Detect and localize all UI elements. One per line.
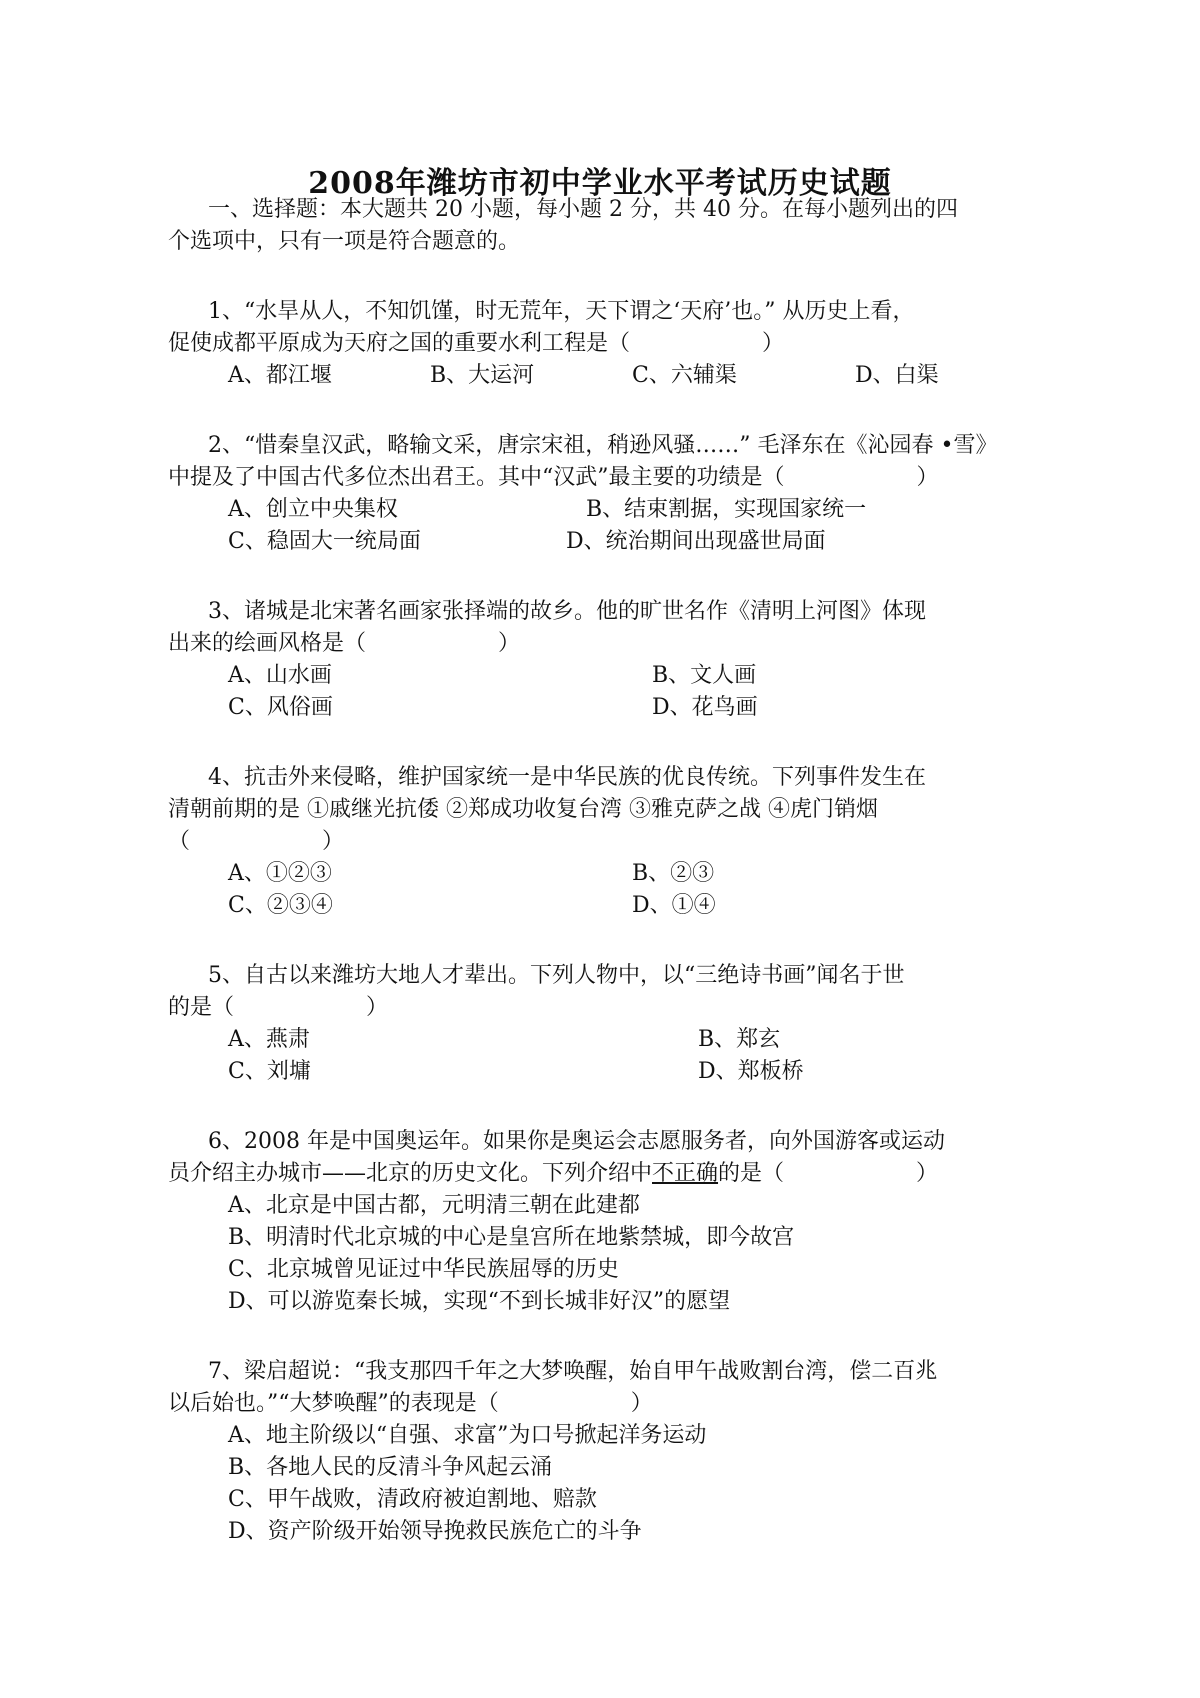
option-b: B、郑玄 (698, 1027, 781, 1052)
question-text: （ ） (168, 829, 345, 854)
option-b: B、明清时代北京城的中心是皇宫所在地紫禁城，即今故宫 (228, 1225, 795, 1250)
option-a: A、①②③ (228, 861, 332, 886)
option-c: C、六辅渠 (632, 363, 737, 388)
option-a: A、北京是中国古都，元明清三朝在此建都 (228, 1193, 640, 1218)
option-c: C、稳固大一统局面 (228, 529, 421, 554)
question-text: 出来的绘画风格是（ ） (168, 631, 521, 656)
option-a: A、创立中央集权 (228, 497, 398, 522)
question-text: 3、诸城是北宋著名画家张择端的故乡。他的旷世名作《清明上河图》体现 (208, 599, 926, 624)
question-text-part: 的是（ ） (718, 1161, 939, 1186)
option-a: A、燕肃 (228, 1027, 310, 1052)
option-d: D、可以游览秦长城，实现“不到长城非好汉”的愿望 (228, 1289, 731, 1314)
question-text: 4、抗击外来侵略，维护国家统一是中华民族的优良传统。下列事件发生在 (208, 765, 926, 790)
option-b: B、大运河 (430, 363, 535, 388)
option-c: C、甲午战败，清政府被迫割地、赔款 (228, 1487, 597, 1512)
option-c: C、风俗画 (228, 695, 333, 720)
question-text: 中提及了中国古代多位杰出君王。其中“汉武”最主要的功绩是（ ） (168, 465, 939, 490)
question-text: 清朝前期的是 ①戚继光抗倭 ②郑成功收复台湾 ③雅克萨之战 ④虎门销烟 (168, 797, 878, 822)
option-a: A、山水画 (228, 663, 332, 688)
option-d: D、资产阶级开始领导挽救民族危亡的斗争 (228, 1519, 642, 1544)
option-b: B、②③ (632, 861, 715, 886)
option-a: A、都江堰 (228, 363, 332, 388)
intro-line-1: 一、选择题：本大题共 20 小题，每小题 2 分，共 40 分。在每小题列出的四 (208, 197, 958, 222)
option-b: B、各地人民的反清斗争风起云涌 (228, 1455, 553, 1480)
option-c: C、北京城曾见证过中华民族屈辱的历史 (228, 1257, 619, 1282)
option-d: D、花鸟画 (652, 695, 758, 720)
option-b: B、结束割据，实现国家统一 (586, 497, 867, 522)
question-text: 2、“惜秦皇汉武，略输文采，唐宗宋祖，稍逊风骚……” 毛泽东在《沁园春 •雪》 (208, 433, 998, 458)
option-c: C、②③④ (228, 893, 333, 918)
option-c: C、刘墉 (228, 1059, 311, 1084)
option-d: D、①④ (632, 893, 716, 918)
option-d: D、统治期间出现盛世局面 (566, 529, 826, 554)
question-text: 的是（ ） (168, 995, 389, 1020)
question-text: 以后始也。”“大梦唤醒”的表现是（ ） (168, 1391, 653, 1416)
option-a: A、地主阶级以“自强、求富”为口号掀起洋务运动 (228, 1423, 707, 1448)
question-text: 1、“水旱从人，不知饥馑，时无荒年，天下谓之‘天府’也。” 从历史上看， (208, 299, 915, 324)
question-text: 促使成都平原成为天府之国的重要水利工程是（ ） (168, 331, 785, 356)
option-d: D、白渠 (855, 363, 939, 388)
page-title: 2008年潍坊市初中学业水平考试历史试题 (308, 166, 892, 201)
option-d: D、郑板桥 (698, 1059, 804, 1084)
question-text: 7、梁启超说：“我支那四千年之大梦唤醒，始自甲午战败割台湾，偿二百兆 (208, 1359, 938, 1384)
underlined-keyword: 不正确 (652, 1161, 719, 1186)
question-text-part: 员介绍主办城市——北京的历史文化。下列介绍中 (168, 1161, 653, 1186)
option-b: B、文人画 (652, 663, 757, 688)
question-text (168, 1158, 938, 1190)
intro-line-2: 个选项中，只有一项是符合题意的。 (168, 229, 521, 254)
question-text: 6、2008 年是中国奥运年。如果你是奥运会志愿服务者，向外国游客或运动 (208, 1129, 945, 1154)
question-text: 5、自古以来潍坊大地人才辈出。下列人物中，以“三绝诗书画”闻名于世 (208, 963, 905, 988)
